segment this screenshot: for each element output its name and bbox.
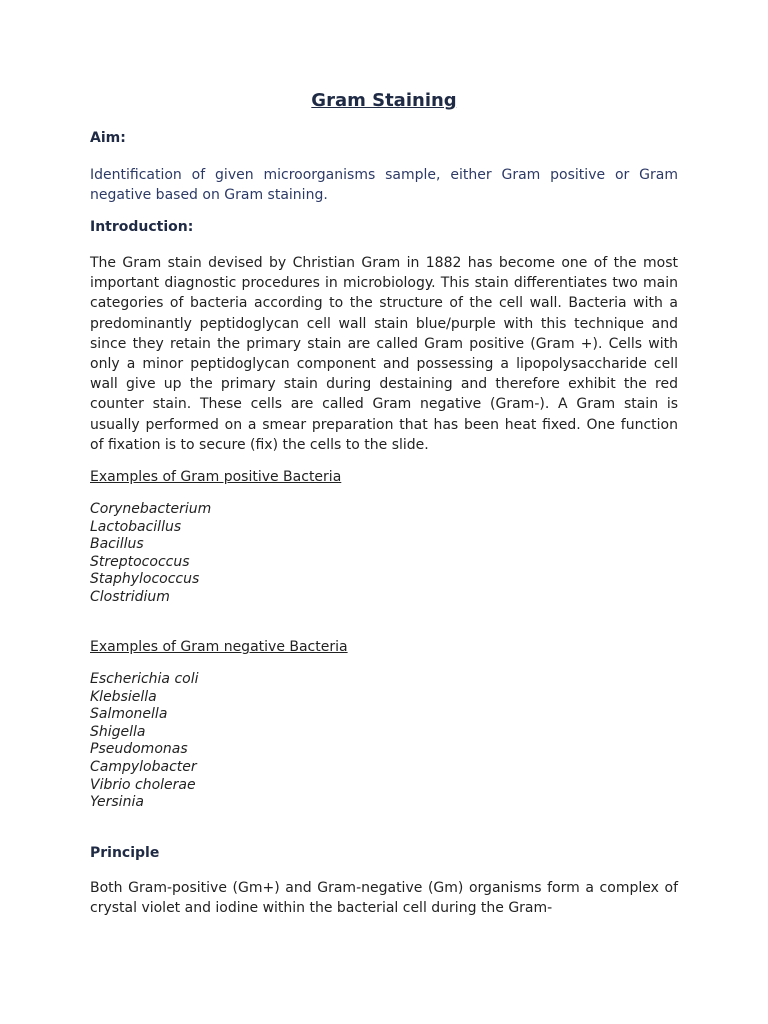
gram-negative-heading: Examples of Gram negative Bacteria xyxy=(90,639,348,655)
aim-text: Identification of given microorganisms sample, either Gram positive or Gram negative based on Gram staining. xyxy=(90,167,678,204)
list-item: Klebsiella xyxy=(90,688,157,705)
list-item: Salmonella xyxy=(90,706,168,723)
list-item: Vibrio cholerae xyxy=(90,776,196,793)
aim-heading: Aim: xyxy=(90,130,126,146)
principle-text: Both Gram-positive (Gm+) and Gram-negative (Gm) organisms form a complex of crystal violet and iodine within the bacterial cell during the Gram- xyxy=(90,880,678,917)
list-item: Staphylococcus xyxy=(90,571,200,588)
page-title: Gram Staining xyxy=(311,90,457,111)
list-item: Escherichia coli xyxy=(90,671,199,687)
list-item: Yersinia xyxy=(90,794,144,811)
introduction-text: The Gram stain devised by Christian Gram in 1882 has become one of the most important diagnostic procedures in microbiology. This stain differentiates two main categories of bacteria according to the structure of the cell wall. Bacteria with a predominantly peptidoglycan cell wall stain blue/purple with this technique and since they retain the primary stain are called Gram positive (Gram +). Cells with only a minor peptidoglycan component and possessing a lipopolysaccharide cell wall give up the primary stain during destaining and therefore exhibit the red counter stain. These cells are called Gram negative (Gram-). A Gram stain is usually performed on a smear preparation that has been heat fixed. One function of fixation is to secure (fix) the cells to the slide. xyxy=(90,255,678,453)
list-item: Pseudomonas xyxy=(90,741,188,758)
list-item: Clostridium xyxy=(90,588,170,605)
list-item: Bacillus xyxy=(90,536,144,553)
gram-positive-list xyxy=(90,501,211,607)
list-item: Lactobacillus xyxy=(90,518,182,535)
gram-negative-list xyxy=(90,671,199,812)
gram-positive-heading: Examples of Gram positive Bacteria xyxy=(90,469,342,485)
list-item: Corynebacterium xyxy=(90,501,212,517)
introduction-heading: Introduction: xyxy=(90,219,194,235)
list-item: Campylobacter xyxy=(90,758,197,775)
list-item: Streptococcus xyxy=(90,553,190,570)
principle-heading: Principle xyxy=(90,845,160,861)
list-item: Shigella xyxy=(90,723,146,740)
